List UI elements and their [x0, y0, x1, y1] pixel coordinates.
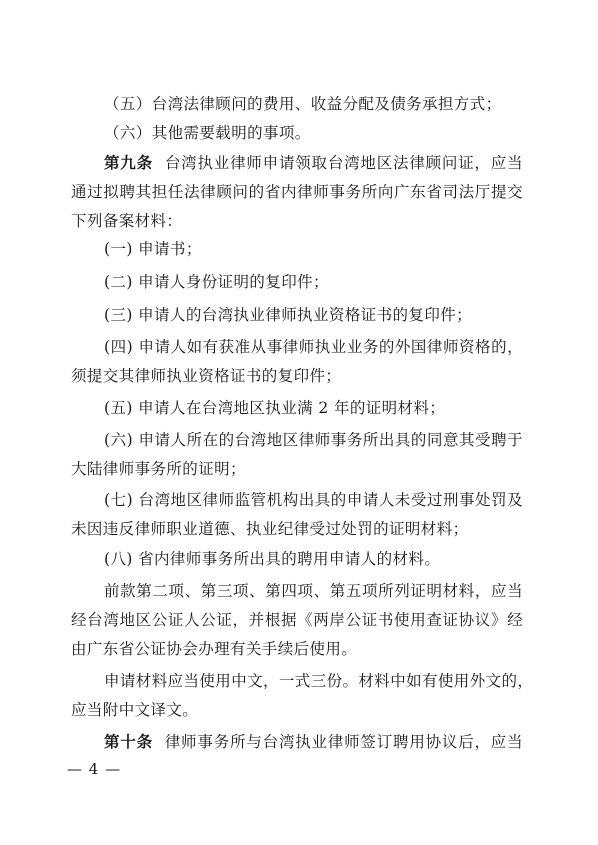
list-item [104, 545, 524, 574]
text-line [71, 727, 523, 757]
text-line: (三) 申请人的台湾执业律师执业资格证书的复印件； [104, 306, 473, 324]
text-fragment: 律师事务所与台湾执业律师签订聘用协议后，应当 [164, 733, 523, 751]
text-line: （五）台湾法律顾问的费用、收益分配及债务承担方式； [104, 95, 502, 113]
text-line: (五) 申请人在台湾地区执业满 2 年的证明材料； [104, 399, 446, 417]
text-line: (八) 省内律师事务所出具的聘用申请人的材料。 [104, 550, 441, 568]
article-title: 第九条 [104, 153, 153, 172]
article-ten [71, 727, 523, 757]
text-line: 大陆律师事务所的证明； [71, 460, 246, 478]
text-line: 经台湾地区公证人公证，并根据《两岸公证书使用查证协议》经 [71, 611, 523, 629]
paragraph-language [71, 667, 534, 725]
list-item [71, 426, 523, 484]
text-line: (四) 申请人如有获准从事律师执业业务的外国律师资格的， [104, 338, 523, 356]
text-line: 须提交其律师执业资格证书的复印件； [71, 367, 342, 385]
text-line: 前款第二项、第三项、第四项、第五项所列证明材料，应当 [104, 582, 523, 600]
article-title: 第十条 [104, 732, 153, 751]
text-fragment: 台湾执业律师申请领取台湾地区法律顾问证，应当 [164, 154, 523, 172]
list-item [104, 394, 524, 423]
paragraph-item-five [104, 90, 524, 119]
list-item [71, 486, 523, 544]
list-item [104, 268, 524, 297]
paragraph-notarization [71, 577, 523, 664]
text-line: 申请材料应当使用中文，一式三份。材料中如有使用外文的， [104, 672, 534, 690]
paragraph-item-six [104, 119, 524, 148]
text-line: 下列备案材料： [71, 212, 183, 230]
text-line: (六) 申请人所在的台湾地区律师事务所出具的同意其受聘于 [104, 431, 523, 449]
text-line: (二) 申请人身份证明的复印件； [104, 273, 329, 291]
text-line: (一) 申请书； [104, 240, 202, 258]
page-number: — 4 — [67, 760, 122, 778]
text-line: 通过拟聘其担任法律顾问的省内律师事务所向广东省司法厅提交 [71, 183, 523, 201]
list-item [104, 301, 524, 330]
text-line [71, 148, 523, 178]
text-line: （六）其他需要载明的事项。 [104, 124, 311, 142]
text-line: 未因违反律师职业道德、执业纪律受过处罚的证明材料； [71, 520, 469, 538]
list-item [104, 235, 524, 264]
text-line: 由广东省公证协会办理有关手续后使用。 [71, 640, 358, 658]
list-item [71, 333, 523, 391]
article-nine [71, 148, 523, 236]
text-line: 应当附中文译文。 [71, 701, 199, 719]
text-line: (七) 台湾地区律师监管机构出具的申请人未受过刑事处罚及 [104, 491, 523, 509]
